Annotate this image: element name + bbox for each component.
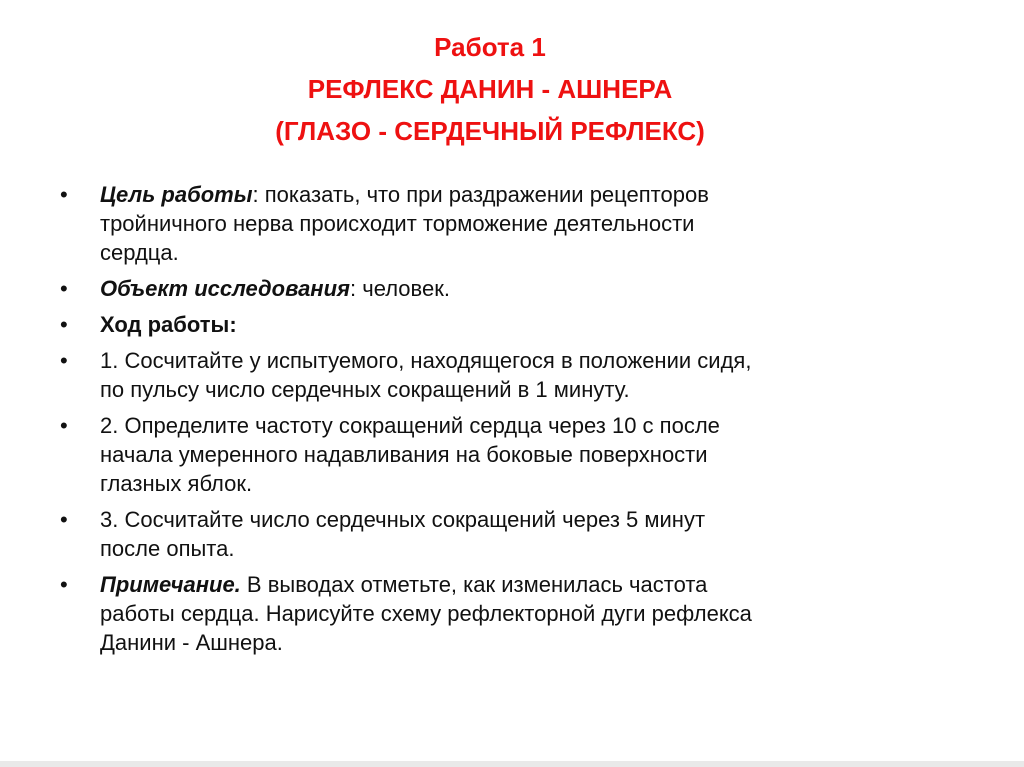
list-item-procedure-heading <box>60 310 960 339</box>
item-text: показать, что при раздражении рецепторов <box>258 182 709 207</box>
item-line: 2. Определите частоту сокращений сердца через 10 с после <box>100 413 720 438</box>
title-line-1: Работа 1 <box>434 32 546 62</box>
list-item-step-2 <box>60 411 960 498</box>
item-line: 3. Сосчитайте число сердечных сокращений через 5 минут <box>100 507 706 532</box>
item-line <box>100 310 960 339</box>
bullet-icon: • <box>60 413 68 438</box>
item-line: Данини - Ашнера. <box>100 630 283 655</box>
item-line <box>100 570 960 599</box>
item-lead: Цель работы <box>100 182 253 207</box>
list-item-note <box>60 570 960 657</box>
bullet-icon: • <box>60 276 68 301</box>
item-line: сердца. <box>100 240 179 265</box>
slide-title <box>150 26 830 152</box>
item-line <box>100 274 960 303</box>
bullet-icon: • <box>60 348 68 373</box>
item-line: тройничного нерва происходит торможение деятельности <box>100 211 695 236</box>
list-item-goal <box>60 180 960 267</box>
item-line <box>100 180 960 209</box>
list-item-step-3 <box>60 505 960 563</box>
slide-bottom-edge <box>0 761 1024 767</box>
item-line: работы сердца. Нарисуйте схему рефлекторной дуги рефлекса <box>100 601 752 626</box>
bullet-icon: • <box>60 507 68 532</box>
item-line: начала умеренного надавливания на боковые поверхности <box>100 442 708 467</box>
item-lead: Объект исследования <box>100 276 350 301</box>
title-line-3: (ГЛАЗО - СЕРДЕЧНЫЙ РЕФЛЕКС) <box>275 116 705 146</box>
item-colon: : <box>350 276 357 301</box>
bullet-icon: • <box>60 312 68 337</box>
item-text: В выводах отметьте, как изменилась частота <box>240 572 708 597</box>
item-lead: Примечание. <box>100 572 241 597</box>
item-colon: : <box>252 182 259 207</box>
item-line: глазных яблок. <box>100 471 253 496</box>
item-line: 1. Сосчитайте у испытуемого, находящегося в положении сидя, <box>100 348 752 373</box>
title-line-2: РЕФЛЕКС ДАНИН - АШНЕРА <box>307 74 673 104</box>
item-line: после опыта. <box>100 536 235 561</box>
item-line: по пульсу число сердечных сокращений в 1 минуту. <box>100 377 630 402</box>
list-item-object <box>60 274 960 303</box>
item-text: человек. <box>356 276 450 301</box>
list-item-step-1 <box>60 346 960 404</box>
bullet-icon: • <box>60 572 68 597</box>
bullet-list <box>60 180 960 664</box>
bullet-icon: • <box>60 182 68 207</box>
item-lead: Ход работы: <box>100 312 237 337</box>
